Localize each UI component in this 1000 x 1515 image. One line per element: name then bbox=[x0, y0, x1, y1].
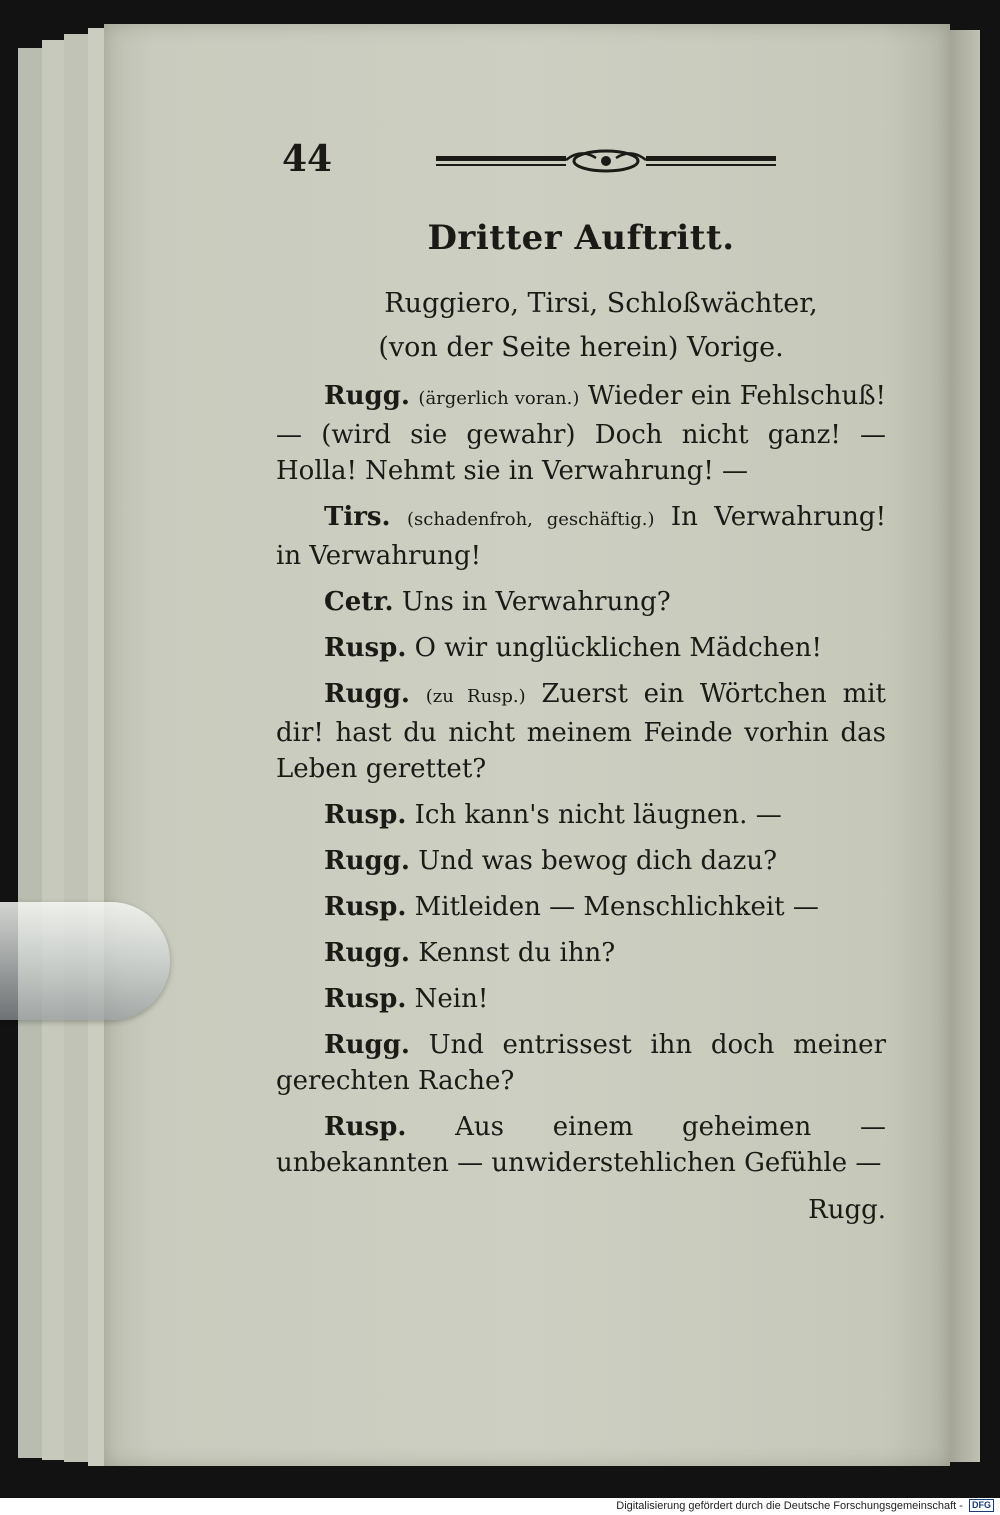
dialogue-paragraph bbox=[276, 378, 886, 489]
dialogue-paragraph bbox=[276, 584, 886, 620]
dialogue-paragraph bbox=[276, 843, 886, 879]
dialogue-text: Aus einem geheimen — unbekannten — unwiderstehlichen Gefühle — bbox=[276, 1112, 886, 1178]
speaker: Cetr. bbox=[324, 587, 394, 617]
dialogue-paragraph bbox=[276, 935, 886, 971]
speaker: Rusp. bbox=[324, 984, 407, 1014]
catchword: Rugg. bbox=[808, 1195, 886, 1225]
dialogue-text: Und was bewog dich dazu? bbox=[418, 846, 778, 876]
speaker: Rugg. bbox=[324, 938, 410, 968]
speaker: Rusp. bbox=[324, 633, 407, 663]
dfg-logo: DFG bbox=[969, 1499, 994, 1512]
facing-page-edge bbox=[950, 30, 980, 1462]
dialogue-text: Nein! bbox=[414, 984, 489, 1014]
dialogue-text: O wir unglücklichen Mädchen! bbox=[414, 633, 822, 663]
dialogue-paragraph bbox=[276, 1027, 886, 1099]
stage-direction: (schadenfroh, geschäftig.) bbox=[407, 509, 655, 530]
plastic-clip bbox=[0, 902, 170, 1020]
dialogue-paragraph bbox=[276, 981, 886, 1017]
scene-heading: Dritter Auftritt. bbox=[427, 218, 735, 258]
dialogue-text: In Verwahrung! in Verwahrung! bbox=[276, 502, 887, 571]
page-header bbox=[276, 132, 886, 202]
cast-list: Ruggiero, Tirsi, Schloßwächter, bbox=[384, 288, 818, 319]
speaker: Tirs. bbox=[324, 502, 391, 532]
dialogue-paragraph bbox=[276, 1109, 886, 1181]
dialogue-text: Mitleiden — Menschlichkeit — bbox=[414, 892, 819, 922]
dialogue-text: Wieder ein Fehlschuß! — (wird sie gewahr) Doch nicht ganz! — Holla! Nehmt sie in Verwahrung! — bbox=[276, 381, 887, 486]
credit-text: Digitalisierung gefördert durch die Deutsche Forschungsgemeinschaft - bbox=[616, 1500, 963, 1512]
dialogue-text: Ich kann's nicht läugnen. — bbox=[414, 800, 782, 830]
dialogue-paragraph bbox=[276, 797, 886, 833]
dialogue-text: Und entrissest ihn doch meiner gerechten Rache? bbox=[276, 1030, 887, 1096]
dialogue-paragraph bbox=[276, 630, 886, 666]
dialogue-text: Kennst du ihn? bbox=[418, 938, 616, 968]
dialogue-text: Zuerst ein Wörtchen mit dir! hast du nicht meinem Feinde vorhin das Leben gerettet? bbox=[276, 679, 886, 784]
speaker: Rusp. bbox=[324, 892, 407, 922]
speaker: Rugg. bbox=[324, 679, 410, 709]
speaker: Rugg. bbox=[324, 846, 410, 876]
stage-direction: (ärgerlich voran.) bbox=[418, 388, 580, 409]
dialogue-text: Uns in Verwahrung? bbox=[401, 587, 671, 617]
dialogue-paragraph bbox=[276, 676, 886, 787]
page-number: 44 bbox=[282, 138, 333, 180]
cast-stage-direction: (von der Seite herein) Vorige. bbox=[378, 332, 784, 363]
speaker: Rugg. bbox=[324, 381, 410, 411]
digitization-credit-bar bbox=[0, 1498, 1000, 1515]
dialogue-paragraph bbox=[276, 889, 886, 925]
dialogue-paragraph bbox=[276, 499, 886, 574]
speaker: Rugg. bbox=[324, 1030, 410, 1060]
speaker: Rusp. bbox=[324, 800, 407, 830]
stage-direction: (zu Rusp.) bbox=[425, 686, 526, 707]
page-text bbox=[276, 132, 886, 1225]
decorative-rule-icon bbox=[436, 146, 776, 180]
speaker: Rusp. bbox=[324, 1112, 407, 1142]
